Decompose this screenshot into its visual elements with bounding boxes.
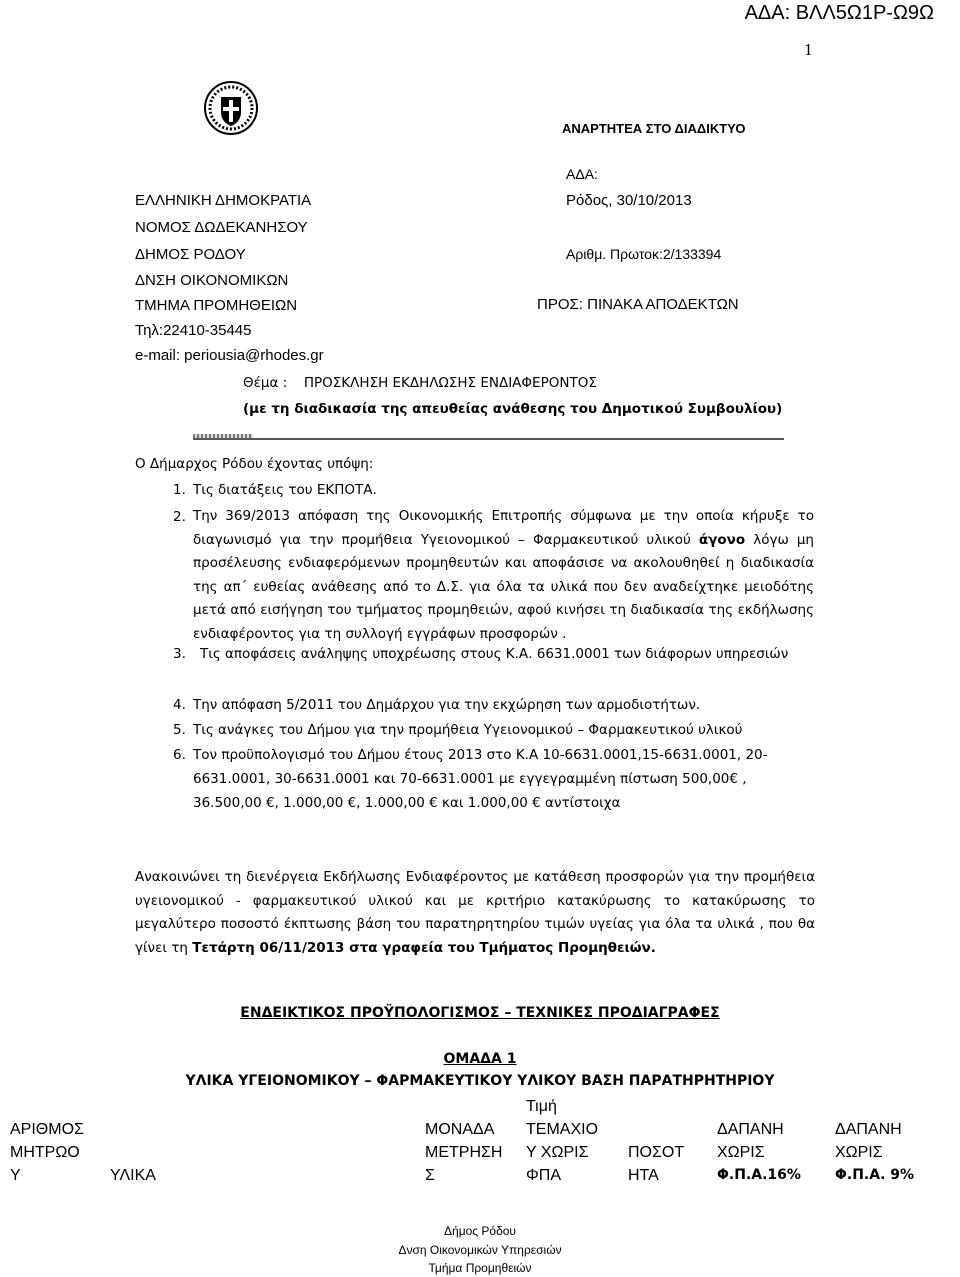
- subject-label: Θέμα :: [243, 375, 288, 391]
- recipient: ΠΡΟΣ: ΠΙΝΑΚΑ ΑΠΟΔΕΚΤΩΝ: [537, 296, 739, 313]
- divider-rule: [193, 438, 784, 440]
- item-5-text: Τις ανάγκες του Δήμου για την προμήθεια Υγειονομικού – Φαρμακευτικού υλικού: [193, 722, 743, 738]
- item-2-number: 2.: [173, 509, 186, 525]
- header-unit: [425, 1118, 502, 1187]
- header-email: e-mail: periousia@rhodes.gr: [135, 347, 324, 364]
- item-2-text: [193, 505, 814, 647]
- ada-code-top: ΑΔΑ: ΒΛΛ5Ω1Ρ-Ω9Ω: [744, 2, 934, 24]
- header-republic: ΕΛΛΗΝΙΚΗ ΔΗΜΟΚΡΑΤΙΑ: [135, 192, 312, 209]
- item-4-number: 4.: [173, 697, 186, 713]
- item-2-text-c: λόγω μη προσέλευσης ενδιαφερόμενων προμηθευτών και αποφάσισε να ακολουθηθεί η διαδικασία της απ΄ ευθείας ανάθεσης από το Δ.Σ. για όλα τα υλικά που δεν αναδείχτηκε μειοδότης μετά από εισήγηση του τμήματος προμηθειών, αφού κινήσει τη διαδικασία της εκδήλωσης ενδιαφέροντος για τη συλλογή εγγράφων προσφορών .: [193, 531, 814, 642]
- header-unit-line3: Σ: [425, 1167, 435, 1184]
- header-registry-number: [10, 1118, 84, 1187]
- header-directorate: ΔΝΣΗ ΟΙΚΟΝΟΜΙΚΩΝ: [135, 272, 289, 289]
- header-unit-line1: ΜΟΝΑΔΑ: [425, 1121, 495, 1138]
- item-2-text-a: Την 369/2013 απόφαση της Οικονομικής Επιτροπής σύμφωνα με την οποία κήρυξε το διαγωνισμό για την προμήθεια Υγειονομικού – Φαρμακευτικού υλικού: [193, 508, 814, 548]
- header-materials: ΥΛΙΚΑ: [110, 1167, 156, 1184]
- footer-department: Τμήμα Προμηθειών: [428, 1261, 532, 1275]
- item-6-text: Τον προϋπολογισμό του Δήμου έτους 2013 στο Κ.Α 10-6631.0001,15-6631.0001, 20-6631.0001, 30-6631.0001 και 70-6631.0001 με εγγεγραμμένη πίστωση 500,00€ , 36.500,00 €, 1.000,00 €, 1.000,00 € και 1.000,00 € αντίστοιχα: [193, 747, 768, 811]
- item-6-number: 6.: [173, 747, 186, 763]
- group-subtitle: ΥΛΙΚΑ ΥΓΕΙΟΝΟΜΙΚΟΥ – ΦΑΡΜΑΚΕΥΤΙΚΟΥ ΥΛΙΚΟΥ ΒΑΣΗ ΠΑΡΑΤΗΡΗΤΗΡΙΟΥ: [185, 1073, 775, 1089]
- header-unit-price: [526, 1095, 598, 1187]
- announcement-text: Ανακοινώνει τη διενέργεια Εκδήλωσης Ενδιαφέροντος με κατάθεση προσφορών για την προμήθεια υγειονομικού - φαρμακευτικού υλικού και με κριτήριο κατακύρωσης το κατακύρωσης το μεγαλύτερο ποσοστό έκπτωσης βάση του παρατηρητηρίου τιμών υγείας για όλα τα υλικά , που θα γίνει τη: [135, 869, 815, 957]
- group-title: ΟΜΑΔΑ 1: [443, 1051, 517, 1067]
- header-prefecture: ΝΟΜΟΣ ΔΩΔΕΚΑΝΗΣΟΥ: [135, 219, 308, 236]
- subject-text: ΠΡΟΣΚΛΗΣΗ ΕΚΔΗΛΩΣΗΣ ΕΝΔΙΑΦΕΡΟΝΤΟΣ: [303, 375, 597, 391]
- header-cost16-line2: ΧΩΡΙΣ: [717, 1144, 765, 1161]
- header-registry-line2: ΜΗΤΡΩΟ: [10, 1144, 80, 1161]
- item-1-number: 1.: [173, 482, 186, 498]
- subject-detail: (με τη διαδικασία της απευθείας ανάθεσης του Δημοτικού Συμβουλίου): [243, 401, 783, 417]
- header-cost-16: [717, 1118, 801, 1187]
- header-cost-9: [835, 1118, 914, 1187]
- header-cost9-line2: ΧΩΡΙΣ: [835, 1144, 883, 1161]
- intro-text: Ο Δήμαρχος Ρόδου έχοντας υπόψη:: [135, 456, 374, 472]
- header-quantity: [628, 1141, 684, 1187]
- header-cost9-line3: Φ.Π.Α. 9%: [835, 1167, 915, 1183]
- posting-label: ΑΝΑΡΤΗΤΕΑ ΣΤΟ ΔΙΑΔΙΚΤΥΟ: [562, 121, 746, 136]
- subject-line: [243, 375, 597, 391]
- header-registry-line3: Υ: [10, 1167, 21, 1184]
- header-cost16-line1: ΔΑΠΑΝΗ: [717, 1121, 784, 1138]
- announcement-paragraph: [135, 866, 815, 961]
- ada-label: ΑΔΑ:: [566, 166, 598, 182]
- footer-directorate: Δνση Οικονομικών Υπηρεσιών: [398, 1243, 562, 1257]
- header-price-line1: Τιμή: [526, 1098, 557, 1115]
- item-3-text: Τις αποφάσεις ανάληψης υποχρέωσης στους Κ.Α. 6631.0001 των διάφορων υπηρεσιών: [200, 646, 789, 662]
- header-registry-line1: ΑΡΙΘΜΟΣ: [10, 1121, 84, 1138]
- header-price-line3: Υ ΧΩΡΙΣ: [526, 1144, 589, 1161]
- header-cost16-line3: Φ.Π.Α.16%: [717, 1167, 801, 1183]
- item-5-number: 5.: [173, 722, 186, 738]
- hellenic-republic-emblem-icon: [203, 80, 259, 136]
- header-phone: Τηλ:22410-35445: [135, 322, 252, 339]
- header-unit-line2: ΜΕΤΡΗΣΗ: [425, 1144, 503, 1161]
- place-date: Ρόδος, 30/10/2013: [566, 192, 692, 209]
- header-price-line4: ΦΠΑ: [526, 1167, 561, 1184]
- footer-municipality: Δήμος Ρόδου: [444, 1224, 516, 1238]
- item-2-text-bold: άγονο: [698, 531, 746, 548]
- header-cost9-line1: ΔΑΠΑΝΗ: [835, 1121, 902, 1138]
- page-number: 1: [804, 40, 813, 59]
- item-3-number: 3.: [173, 646, 186, 662]
- header-department: ΤΜΗΜΑ ΠΡΟΜΗΘΕΙΩΝ: [135, 297, 298, 314]
- announcement-date-bold: Τετάρτη 06/11/2013 στα γραφεία του Τμήματος Προμηθειών.: [192, 940, 656, 957]
- header-quantity-line2: ΗΤΑ: [628, 1167, 659, 1184]
- header-municipality: ΔΗΜΟΣ ΡΟΔΟΥ: [135, 246, 246, 263]
- protocol-number: Αριθμ. Πρωτοκ:2/133394: [566, 246, 722, 262]
- header-quantity-line1: ΠΟΣΟΤ: [628, 1144, 685, 1161]
- budget-title: ΕΝΔΕΙΚΤΙΚΟΣ ΠΡΟΫΠΟΛΟΓΙΣΜΟΣ – ΤΕΧΝΙΚΕΣ ΠΡΟΔΙΑΓΡΑΦΕΣ: [240, 1005, 720, 1021]
- item-1-text: Τις διατάξεις του ΕΚΠΟΤΑ.: [193, 482, 377, 498]
- item-4-text: Την απόφαση 5/2011 του Δημάρχου για την εκχώρηση των αρμοδιοτήτων.: [193, 697, 701, 713]
- header-price-line2: ΤΕΜΑΧΙΟ: [526, 1121, 599, 1138]
